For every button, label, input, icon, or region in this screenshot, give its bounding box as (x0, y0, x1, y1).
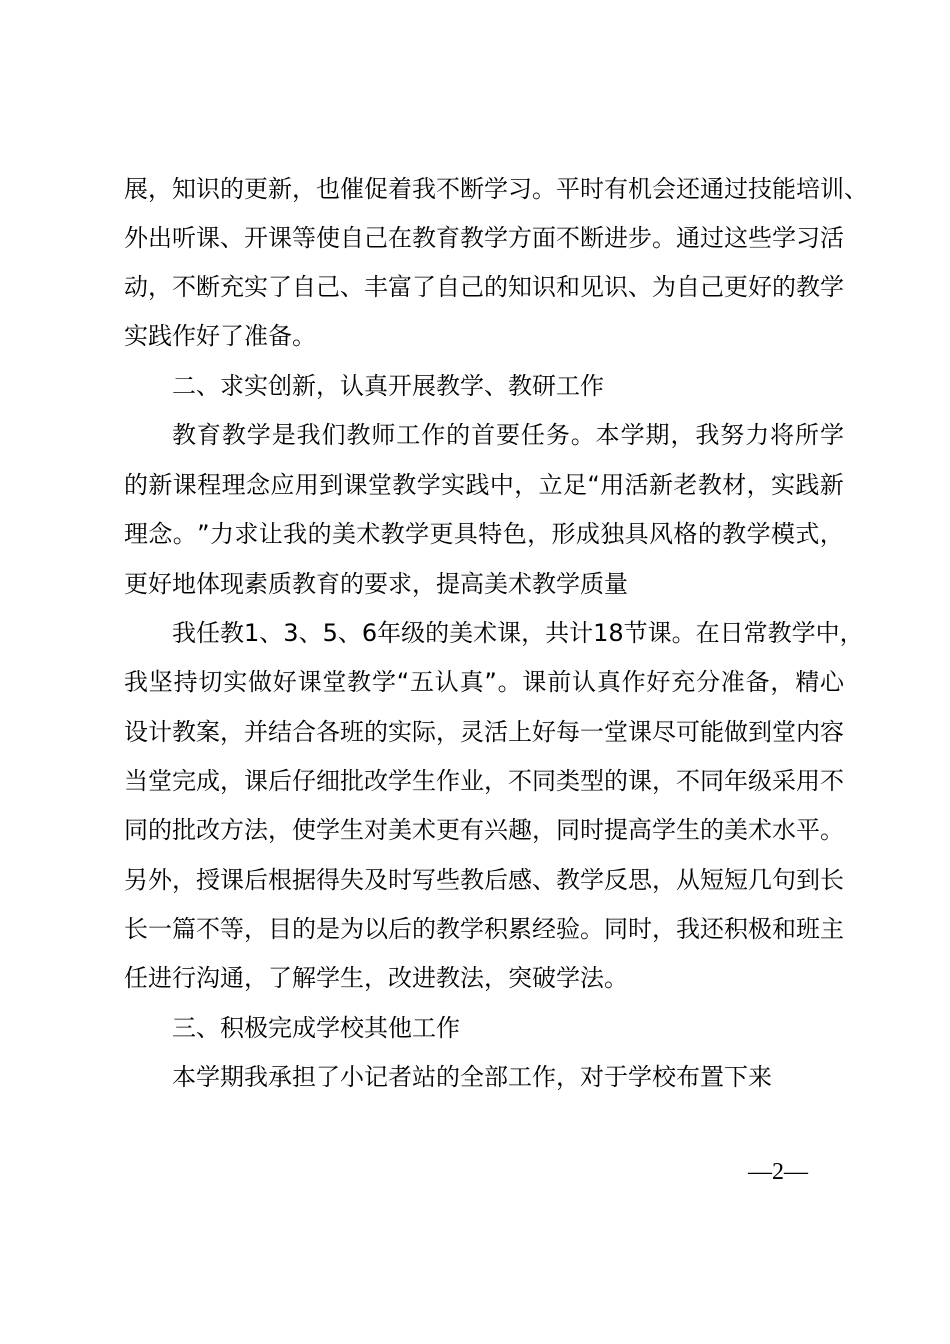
text-line-content: 教 育 教 学 是 我 们 教 师 工 作 的 首 要 任 务 。 本 学 期 ， 我 努 力 将 所 学 (172, 421, 844, 449)
text-line (0, 615, 950, 651)
text-line-content: 展 ， 知 识 的 更 新 ， 也 催 促 着 我 不 断 学 习 。 平 时 有 机 会 还 通 过 技 能 培 训 、 (124, 175, 868, 203)
text-line (0, 269, 950, 305)
text-line (0, 960, 950, 996)
text-line-content: 二、求实创新，认真开展教学、教研工作 (172, 372, 604, 400)
text-line-content: 当 堂 完 成 ， 课 后 仔 细 批 改 学 生 作 业 ， 不 同 类 型 的 课 ， 不 同 年 级 采 用 不 (124, 767, 844, 795)
text-line (0, 1059, 950, 1095)
text-line (0, 220, 950, 256)
text-line-content: 任进行沟通，了解学生，改进教法，突破学法。 (124, 964, 628, 992)
text-line-content: 动 ， 不 断 充 实 了 自 己 、 丰 富 了 自 己 的 知 识 和 见 识 、 为 自 己 更 好 的 教 学 (124, 273, 844, 301)
text-line (0, 368, 950, 404)
text-line (0, 911, 950, 947)
text-line-content: 实践作好了准备。 (124, 322, 316, 350)
text-line (0, 516, 950, 552)
text-line-content: 我 任 教 1 、 3 、 5 、 6 年 级 的 美 术 课 ， 共 计 18 节 课 。 在 日 常 教 学 中 ， (172, 619, 864, 647)
text-line-content: 理 念 。 ” 力 求 让 我 的 美 术 教 学 更 具 特 色 ， 形 成 独 具 风 格 的 教 学 模 式 ， (124, 520, 844, 548)
text-line-content: 外 出 听 课 、 开 课 等 使 自 己 在 教 育 教 学 方 面 不 断 进 步 。 通 过 这 些 学 习 活 (124, 224, 844, 252)
text-line (0, 566, 950, 602)
text-line-content: 的 新 课 程 理 念 应 用 到 课 堂 教 学 实 践 中 ， 立 足 “ 用 活 新 老 教 材 ， 实 践 新 (124, 471, 844, 499)
text-line-content: 本学期我承担了小记者站的全部工作，对于学校布置下来 (172, 1063, 772, 1091)
text-line-content: 更好地体现素质教育的要求，提高美术教学质量 (124, 570, 628, 598)
text-line (0, 1010, 950, 1046)
text-line-content: 三、积极完成学校其他工作 (172, 1014, 460, 1042)
text-line (0, 417, 950, 453)
text-line-content: 另 外 ， 授 课 后 根 据 得 失 及 时 写 些 教 后 感 、 教 学 反 思 ， 从 短 短 几 句 到 长 (124, 866, 844, 894)
page-number: —2— (748, 1159, 808, 1185)
text-line-content: 我 坚 持 切 实 做 好 课 堂 教 学 “ 五 认 真 ” 。 课 前 认 真 作 好 充 分 准 备 ， 精 心 (124, 668, 844, 696)
text-line (0, 714, 950, 750)
text-line (0, 171, 950, 207)
text-line (0, 664, 950, 700)
text-line (0, 467, 950, 503)
text-line (0, 763, 950, 799)
text-line (0, 318, 950, 354)
text-line-content: 同 的 批 改 方 法 ， 使 学 生 对 美 术 更 有 兴 趣 ， 同 时 提 高 学 生 的 美 术 水 平 。 (124, 816, 844, 844)
text-line-content: 设 计 教 案 ， 并 结 合 各 班 的 实 际 ， 灵 活 上 好 每 一 堂 课 尽 可 能 做 到 堂 内 容 (124, 718, 844, 746)
text-line-content: 长 一 篇 不 等 ， 目 的 是 为 以 后 的 教 学 积 累 经 验 。 同 时 ， 我 还 积 极 和 班 主 (124, 915, 844, 943)
text-line (0, 812, 950, 848)
text-line (0, 862, 950, 898)
